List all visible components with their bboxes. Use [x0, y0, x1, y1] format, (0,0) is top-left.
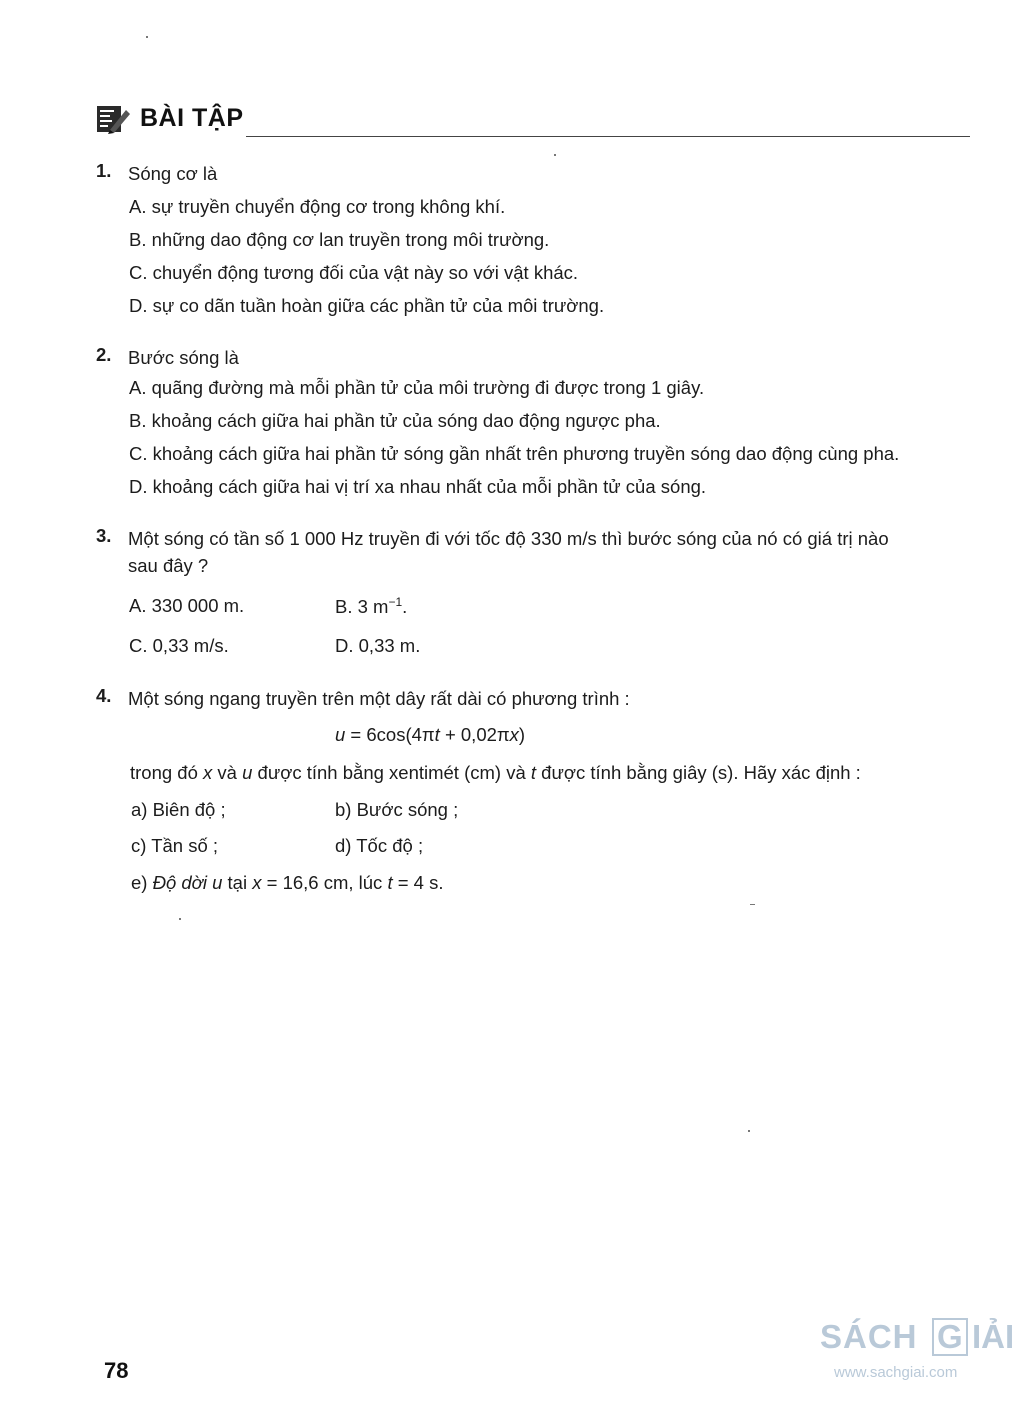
item-d: d) Tốc độ ;	[335, 835, 424, 856]
scan-speck	[750, 904, 755, 905]
option-d: D. khoảng cách giữa hai vị trí xa nhau nhất của mỗi phần tử của sóng.	[129, 476, 707, 497]
section-header	[96, 100, 970, 140]
option-d: D. 0,33 m.	[335, 635, 421, 656]
scan-speck	[146, 36, 148, 38]
option-c: C. chuyển động tương đối của vật này so với vật khác.	[129, 262, 579, 283]
option-c: C. khoảng cách giữa hai phần tử sóng gần nhất trên phương truyền sóng dao động cùng pha.	[129, 443, 900, 464]
pencil-note-icon	[96, 104, 130, 134]
option-b: B. khoảng cách giữa hai phần tử của sóng dao động ngược pha.	[129, 410, 661, 431]
item-b: b) Bước sóng ;	[335, 799, 459, 820]
option-a: A. sự truyền chuyển động cơ trong không khí.	[129, 196, 506, 217]
question-number: 4.	[96, 685, 112, 706]
watermark-url: www.sachgiai.com	[834, 1364, 958, 1381]
item-c: c) Tần số ;	[131, 835, 219, 856]
question-4	[96, 685, 986, 895]
item-e: e) Độ dời u tại x = 16,6 cm, lúc t = 4 s.	[131, 872, 444, 893]
option-d: D. sự co dãn tuần hoàn giữa các phần tử của môi trường.	[129, 295, 605, 316]
option-a: A. quãng đường mà mỗi phần tử của môi trường đi được trong 1 giây.	[129, 377, 705, 398]
wave-equation: u = 6cos(4πt + 0,02πx)	[335, 724, 526, 745]
watermark-iai: IẢI	[972, 1318, 1015, 1355]
question-number: 1.	[96, 160, 112, 181]
option-b: B. 3 $m^{-1}$.	[335, 595, 408, 618]
option-b-exponent: −1	[388, 595, 403, 609]
watermark	[820, 1318, 1020, 1398]
scan-speck	[554, 154, 556, 156]
scan-speck	[179, 918, 181, 920]
scan-speck	[748, 1130, 750, 1132]
question-4-instructions: trong đó x và u được tính bằng xentimét (cm) và t được tính bằng giây (s). Hãy xác định :	[130, 762, 861, 783]
option-c: C. 0,33 m/s.	[129, 635, 229, 656]
question-3	[96, 525, 986, 665]
question-text-line-2: sau đây ?	[128, 555, 209, 576]
option-a: A. 330 000 m.	[129, 595, 245, 616]
question-text: Một sóng ngang truyền trên một dây rất dài có phương trình :	[128, 688, 630, 709]
question-text: Sóng cơ là	[128, 163, 218, 184]
question-number: 3.	[96, 525, 112, 546]
option-b: B. những dao động cơ lan truyền trong môi trường.	[129, 229, 550, 250]
question-2	[96, 344, 986, 514]
header-rule	[246, 136, 970, 137]
item-a: a) Biên độ ;	[131, 799, 226, 820]
question-text: Bước sóng là	[128, 347, 239, 368]
watermark-sach: SÁCH	[820, 1318, 918, 1355]
question-1	[96, 160, 986, 330]
question-text-line-1: Một sóng có tần số 1 000 Hz truyền đi với tốc độ 330 m/s thì bước sóng của nó có giá trị nào	[128, 528, 889, 549]
section-title: BÀI TẬP	[140, 104, 244, 132]
watermark-g: G	[937, 1318, 963, 1355]
question-number: 2.	[96, 344, 112, 365]
page-number: 78	[104, 1358, 129, 1383]
